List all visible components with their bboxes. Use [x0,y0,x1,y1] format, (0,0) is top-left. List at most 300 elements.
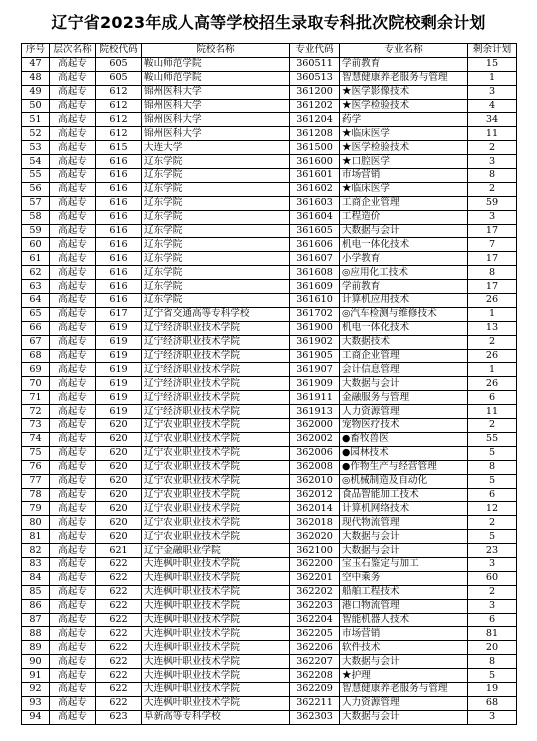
cell-major-name: 宠物医疗技术 [340,419,468,433]
table-row [22,419,517,433]
cell-major-code: 362209 [290,682,340,696]
cell-index: 80 [22,516,50,530]
cell-level: 高起专 [50,349,96,363]
cell-level: 高起专 [50,446,96,460]
cell-level: 高起专 [50,307,96,321]
cell-index: 49 [22,85,50,99]
cell-school-name: 辽宁金融职业学院 [142,544,290,558]
cell-index: 84 [22,571,50,585]
cell-major-name: ◎应用化工技术 [340,266,468,280]
cell-index: 89 [22,641,50,655]
cell-school-name: 辽东学院 [142,294,290,308]
table-row [22,127,517,141]
cell-major-code: 361907 [290,363,340,377]
cell-level: 高起专 [50,169,96,183]
cell-remaining: 6 [468,488,517,502]
cell-school-code: 620 [96,460,142,474]
header-level: 层次名称 [50,44,96,58]
table-row [22,446,517,460]
cell-school-name: 辽东学院 [142,224,290,238]
cell-school-name: 辽宁农业职业技术学院 [142,460,290,474]
cell-major-code: 361208 [290,127,340,141]
cell-level: 高起专 [50,377,96,391]
table-row [22,210,517,224]
cell-school-code: 616 [96,210,142,224]
cell-level: 高起专 [50,557,96,571]
cell-major-name: ●作物生产与经营管理 [340,460,468,474]
cell-remaining: 2 [468,419,517,433]
cell-index: 59 [22,224,50,238]
cell-school-name: 辽宁经济职业技术学院 [142,377,290,391]
cell-major-code: 362006 [290,446,340,460]
table-row [22,655,517,669]
cell-major-name: 船舶工程技术 [340,585,468,599]
cell-level: 高起专 [50,127,96,141]
table-row [22,155,517,169]
cell-level: 高起专 [50,280,96,294]
cell-school-name: 大连枫叶职业技术学院 [142,613,290,627]
cell-remaining: 5 [468,474,517,488]
cell-school-code: 620 [96,516,142,530]
cell-remaining: 3 [468,210,517,224]
cell-school-name: 辽东学院 [142,266,290,280]
cell-school-code: 605 [96,57,142,71]
cell-school-name: 鞍山师范学院 [142,71,290,85]
table-row [22,516,517,530]
cell-major-code: 362205 [290,627,340,641]
cell-index: 91 [22,669,50,683]
header-major-name: 专业名称 [340,44,468,58]
cell-major-code: 362208 [290,669,340,683]
cell-level: 高起专 [50,432,96,446]
cell-major-name: 人力资源管理 [340,405,468,419]
cell-major-code: 362020 [290,530,340,544]
table-row [22,669,517,683]
cell-remaining: 3 [468,85,517,99]
cell-school-code: 622 [96,613,142,627]
cell-school-name: 辽东学院 [142,280,290,294]
cell-major-name: 人力资源管理 [340,696,468,710]
cell-major-code: 362202 [290,585,340,599]
cell-index: 86 [22,599,50,613]
cell-index: 63 [22,280,50,294]
table-row [22,196,517,210]
cell-index: 85 [22,585,50,599]
table-row [22,335,517,349]
cell-major-code: 361911 [290,391,340,405]
cell-index: 73 [22,419,50,433]
cell-remaining: 12 [468,502,517,516]
cell-school-name: 大连枫叶职业技术学院 [142,627,290,641]
header-school-code: 院校代码 [96,44,142,58]
cell-major-code: 362012 [290,488,340,502]
cell-level: 高起专 [50,182,96,196]
cell-level: 高起专 [50,530,96,544]
cell-remaining: 26 [468,294,517,308]
cell-remaining: 7 [468,238,517,252]
cell-school-name: 辽宁经济职业技术学院 [142,363,290,377]
cell-major-name: 大数据与会计 [340,655,468,669]
cell-school-name: 大连枫叶职业技术学院 [142,571,290,585]
cell-school-code: 616 [96,196,142,210]
cell-major-name: 宝玉石鉴定与加工 [340,557,468,571]
cell-major-name: 药学 [340,113,468,127]
cell-level: 高起专 [50,391,96,405]
cell-remaining: 2 [468,141,517,155]
cell-major-name: 计算机网络技术 [340,502,468,516]
cell-school-code: 622 [96,557,142,571]
cell-school-name: 锦州医科大学 [142,99,290,113]
cell-school-code: 620 [96,530,142,544]
cell-school-name: 大连枫叶职业技术学院 [142,557,290,571]
cell-level: 高起专 [50,460,96,474]
cell-school-name: 辽东学院 [142,252,290,266]
cell-level: 高起专 [50,599,96,613]
cell-school-code: 622 [96,571,142,585]
cell-major-code: 361202 [290,99,340,113]
cell-major-code: 362014 [290,502,340,516]
table-row [22,544,517,558]
cell-school-name: 大连枫叶职业技术学院 [142,682,290,696]
table-row [22,460,517,474]
cell-school-code: 619 [96,391,142,405]
cell-major-code: 361602 [290,182,340,196]
cell-school-name: 辽宁农业职业技术学院 [142,446,290,460]
cell-level: 高起专 [50,155,96,169]
cell-major-name: 港口物流管理 [340,599,468,613]
table-row [22,641,517,655]
table-row [22,238,517,252]
cell-major-name: 大数据与会计 [340,377,468,391]
cell-school-code: 616 [96,252,142,266]
cell-index: 82 [22,544,50,558]
table-header-row [22,44,517,58]
cell-major-code: 361604 [290,210,340,224]
cell-school-code: 620 [96,474,142,488]
table-row [22,488,517,502]
cell-major-code: 361905 [290,349,340,363]
cell-school-code: 616 [96,280,142,294]
cell-major-code: 362200 [290,557,340,571]
cell-index: 78 [22,488,50,502]
table-row [22,391,517,405]
cell-index: 66 [22,321,50,335]
cell-remaining: 5 [468,530,517,544]
cell-level: 高起专 [50,363,96,377]
table-row [22,571,517,585]
cell-major-name: 机电一体化技术 [340,238,468,252]
cell-school-code: 616 [96,294,142,308]
cell-major-name: ★口腔医学 [340,155,468,169]
cell-major-code: 362100 [290,544,340,558]
cell-major-code: 362211 [290,696,340,710]
cell-index: 50 [22,99,50,113]
cell-remaining: 23 [468,544,517,558]
cell-remaining: 6 [468,391,517,405]
table-row [22,141,517,155]
table-row [22,294,517,308]
cell-remaining: 2 [468,335,517,349]
cell-level: 高起专 [50,99,96,113]
cell-level: 高起专 [50,210,96,224]
table-row [22,280,517,294]
cell-remaining: 2 [468,585,517,599]
cell-school-name: 鞍山师范学院 [142,57,290,71]
cell-school-code: 612 [96,127,142,141]
header-remaining: 剩余计划 [468,44,517,58]
cell-index: 79 [22,502,50,516]
cell-remaining: 11 [468,405,517,419]
cell-major-name: ★护理 [340,669,468,683]
cell-school-name: 辽宁农业职业技术学院 [142,502,290,516]
cell-remaining: 11 [468,127,517,141]
cell-school-code: 622 [96,655,142,669]
cell-major-name: 大数据与会计 [340,544,468,558]
cell-index: 54 [22,155,50,169]
cell-major-name: 学前教育 [340,57,468,71]
cell-school-name: 辽宁农业职业技术学院 [142,432,290,446]
cell-index: 62 [22,266,50,280]
cell-major-code: 361610 [290,294,340,308]
cell-major-code: 361909 [290,377,340,391]
cell-major-name: 现代物流管理 [340,516,468,530]
cell-major-name: 市场营销 [340,169,468,183]
cell-index: 92 [22,682,50,696]
cell-major-name: 大数据与会计 [340,224,468,238]
cell-school-code: 621 [96,544,142,558]
cell-school-code: 605 [96,71,142,85]
cell-major-name: 工商企业管理 [340,349,468,363]
cell-level: 高起专 [50,474,96,488]
cell-remaining: 2 [468,182,517,196]
remaining-plan-table [21,43,517,725]
cell-remaining: 4 [468,99,517,113]
cell-remaining: 26 [468,349,517,363]
cell-school-name: 锦州医科大学 [142,85,290,99]
cell-major-name: ●园林技术 [340,446,468,460]
cell-school-name: 锦州医科大学 [142,113,290,127]
cell-major-code: 361702 [290,307,340,321]
cell-index: 93 [22,696,50,710]
cell-major-name: 工程造价 [340,210,468,224]
cell-remaining: 15 [468,57,517,71]
header-school-name: 院校名称 [142,44,290,58]
table-row [22,99,517,113]
cell-major-code: 361601 [290,169,340,183]
cell-level: 高起专 [50,266,96,280]
cell-school-code: 616 [96,266,142,280]
cell-major-code: 362000 [290,419,340,433]
cell-remaining: 6 [468,613,517,627]
cell-major-code: 361606 [290,238,340,252]
cell-school-name: 辽东学院 [142,169,290,183]
cell-major-name: ★临床医学 [340,127,468,141]
table-row [22,710,517,724]
header-major-code: 专业代码 [290,44,340,58]
cell-level: 高起专 [50,696,96,710]
cell-index: 67 [22,335,50,349]
cell-school-name: 辽东学院 [142,182,290,196]
cell-school-name: 大连枫叶职业技术学院 [142,585,290,599]
table-row [22,474,517,488]
cell-major-code: 361605 [290,224,340,238]
cell-remaining: 59 [468,196,517,210]
table-row [22,682,517,696]
table-row [22,696,517,710]
cell-school-name: 辽宁省交通高等专科学校 [142,307,290,321]
cell-school-name: 大连枫叶职业技术学院 [142,655,290,669]
cell-major-code: 362303 [290,710,340,724]
cell-school-name: 辽宁农业职业技术学院 [142,488,290,502]
cell-school-name: 大连枫叶职业技术学院 [142,641,290,655]
cell-school-name: 辽东学院 [142,155,290,169]
table-row [22,182,517,196]
cell-level: 高起专 [50,669,96,683]
cell-level: 高起专 [50,516,96,530]
cell-major-code: 361204 [290,113,340,127]
cell-major-name: 学前教育 [340,280,468,294]
cell-major-name: 工商企业管理 [340,196,468,210]
cell-school-name: 阜新高等专科学校 [142,710,290,724]
cell-index: 83 [22,557,50,571]
cell-level: 高起专 [50,488,96,502]
cell-index: 94 [22,710,50,724]
cell-major-code: 362206 [290,641,340,655]
cell-remaining: 8 [468,266,517,280]
cell-index: 74 [22,432,50,446]
cell-index: 51 [22,113,50,127]
cell-remaining: 60 [468,571,517,585]
cell-remaining: 1 [468,307,517,321]
table-row [22,502,517,516]
cell-level: 高起专 [50,405,96,419]
cell-major-name: 会计信息管理 [340,363,468,377]
cell-school-code: 622 [96,641,142,655]
cell-index: 71 [22,391,50,405]
cell-remaining: 81 [468,627,517,641]
cell-index: 70 [22,377,50,391]
cell-major-name: ◎机械制造及自动化 [340,474,468,488]
cell-school-code: 616 [96,182,142,196]
cell-major-code: 361608 [290,266,340,280]
cell-level: 高起专 [50,224,96,238]
cell-index: 76 [22,460,50,474]
cell-major-code: 361603 [290,196,340,210]
cell-school-code: 620 [96,432,142,446]
cell-level: 高起专 [50,71,96,85]
cell-major-name: 智能机器人技术 [340,613,468,627]
cell-major-code: 361902 [290,335,340,349]
table-row [22,377,517,391]
cell-major-name: ★医学检验技术 [340,141,468,155]
cell-school-name: 辽宁经济职业技术学院 [142,349,290,363]
table-row [22,585,517,599]
cell-major-name: ★医学影像技术 [340,85,468,99]
table-row [22,266,517,280]
cell-level: 高起专 [50,502,96,516]
cell-major-code: 362008 [290,460,340,474]
cell-level: 高起专 [50,627,96,641]
cell-school-code: 615 [96,141,142,155]
cell-remaining: 17 [468,280,517,294]
cell-school-code: 620 [96,419,142,433]
cell-major-name: 智慧健康养老服务与管理 [340,71,468,85]
cell-level: 高起专 [50,682,96,696]
cell-school-name: 大连大学 [142,141,290,155]
cell-major-name: 机电一体化技术 [340,321,468,335]
table-row [22,613,517,627]
cell-level: 高起专 [50,321,96,335]
table-row [22,113,517,127]
table-row [22,224,517,238]
cell-index: 52 [22,127,50,141]
cell-school-code: 619 [96,349,142,363]
cell-school-name: 辽宁农业职业技术学院 [142,516,290,530]
cell-remaining: 1 [468,363,517,377]
cell-remaining: 26 [468,377,517,391]
cell-major-code: 362002 [290,432,340,446]
cell-school-name: 大连枫叶职业技术学院 [142,599,290,613]
table-row [22,557,517,571]
cell-school-code: 619 [96,321,142,335]
page-title: 辽宁省2023年成人高等学校招生录取专科批次院校剩余计划 [51,13,486,32]
cell-index: 65 [22,307,50,321]
cell-level: 高起专 [50,141,96,155]
cell-index: 61 [22,252,50,266]
cell-school-name: 辽宁经济职业技术学院 [142,405,290,419]
cell-index: 72 [22,405,50,419]
cell-index: 90 [22,655,50,669]
cell-major-name: 市场营销 [340,627,468,641]
cell-school-name: 大连枫叶职业技术学院 [142,696,290,710]
cell-school-code: 622 [96,682,142,696]
cell-major-name: 金融服务与管理 [340,391,468,405]
table-row [22,85,517,99]
cell-major-code: 361607 [290,252,340,266]
cell-major-code: 362207 [290,655,340,669]
cell-level: 高起专 [50,419,96,433]
cell-remaining: 17 [468,224,517,238]
cell-level: 高起专 [50,544,96,558]
cell-index: 57 [22,196,50,210]
cell-level: 高起专 [50,655,96,669]
cell-index: 68 [22,349,50,363]
cell-major-name: 软件技术 [340,641,468,655]
cell-remaining: 2 [468,516,517,530]
cell-major-name: 智慧健康养老服务与管理 [340,682,468,696]
cell-major-name: 计算机应用技术 [340,294,468,308]
cell-school-code: 619 [96,377,142,391]
cell-level: 高起专 [50,57,96,71]
cell-major-name: ●畜牧兽医 [340,432,468,446]
cell-major-code: 361600 [290,155,340,169]
cell-school-code: 616 [96,169,142,183]
cell-remaining: 55 [468,432,517,446]
cell-major-code: 361609 [290,280,340,294]
cell-school-code: 620 [96,488,142,502]
cell-level: 高起专 [50,294,96,308]
table-row [22,349,517,363]
cell-remaining: 5 [468,446,517,460]
cell-school-name: 大连枫叶职业技术学院 [142,669,290,683]
cell-remaining: 20 [468,641,517,655]
cell-school-code: 619 [96,363,142,377]
cell-major-name: 空中乘务 [340,571,468,585]
table-row [22,252,517,266]
table-row [22,627,517,641]
cell-remaining: 3 [468,557,517,571]
cell-remaining: 8 [468,655,517,669]
